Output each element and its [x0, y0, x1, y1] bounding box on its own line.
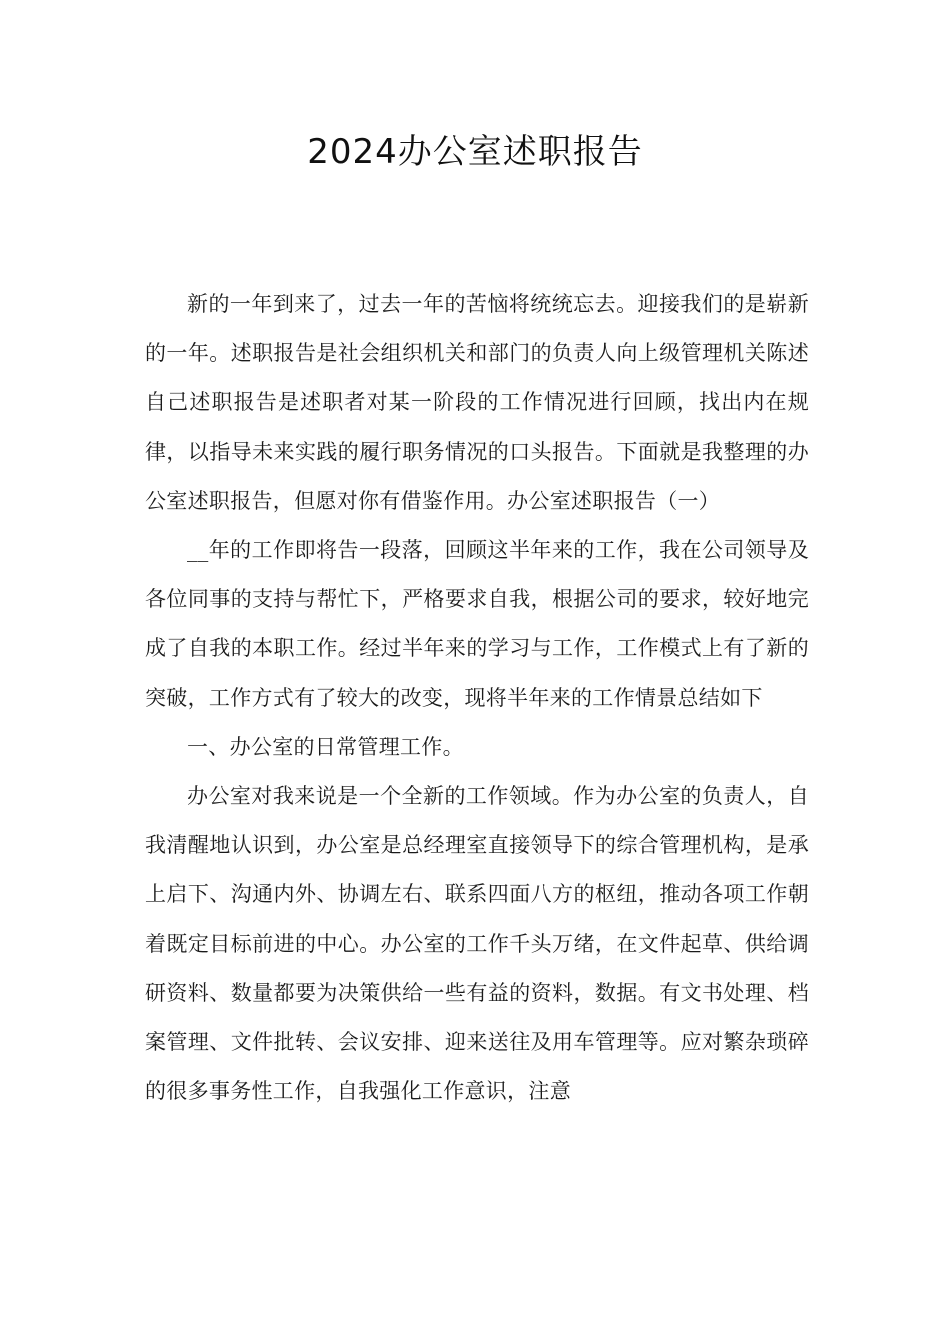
document-title: 2024办公室述职报告	[307, 132, 643, 172]
document-body	[145, 280, 809, 1116]
section-heading-1: 一、办公室的日常管理工作。	[187, 734, 464, 759]
paragraph-summary: __年的工作即将告一段落，回顾这半年来的工作，我在公司领导及各位同事的支持与帮忙下，严格要求自我，根据公司的要求，较好地完成了自我的本职工作。经过半年来的学习与工作，工作模式上有了新的突破，工作方式有了较大的改变，现将半年来的工作情景总结如下	[145, 538, 809, 710]
paragraph-office-management: 办公室对我来说是一个全新的工作领域。作为办公室的负责人，自我清醒地认识到，办公室是总经理室直接领导下的综合管理机构，是承上启下、沟通内外、协调左右、联系四面八方的枢纽，推动各项工作朝着既定目标前进的中心。办公室的工作千头万绪，在文件起草、供给调研资料、数量都要为决策供给一些有益的资料，数据。有文书处理、档案管理、文件批转、会议安排、迎来送往及用车管理等。应对繁杂琐碎的很多事务性工作，自我强化工作意识，注意	[145, 784, 809, 1104]
paragraph-intro: 新的一年到来了，过去一年的苦恼将统统忘去。迎接我们的是崭新的一年。述职报告是社会组织机关和部门的负责人向上级管理机关陈述自己述职报告是述职者对某一阶段的工作情况进行回顾，找出内在规律，以指导未来实践的履行职务情况的口头报告。下面就是我整理的办公室述职报告，但愿对你有借鉴作用。办公室述职报告（一）	[145, 292, 809, 513]
